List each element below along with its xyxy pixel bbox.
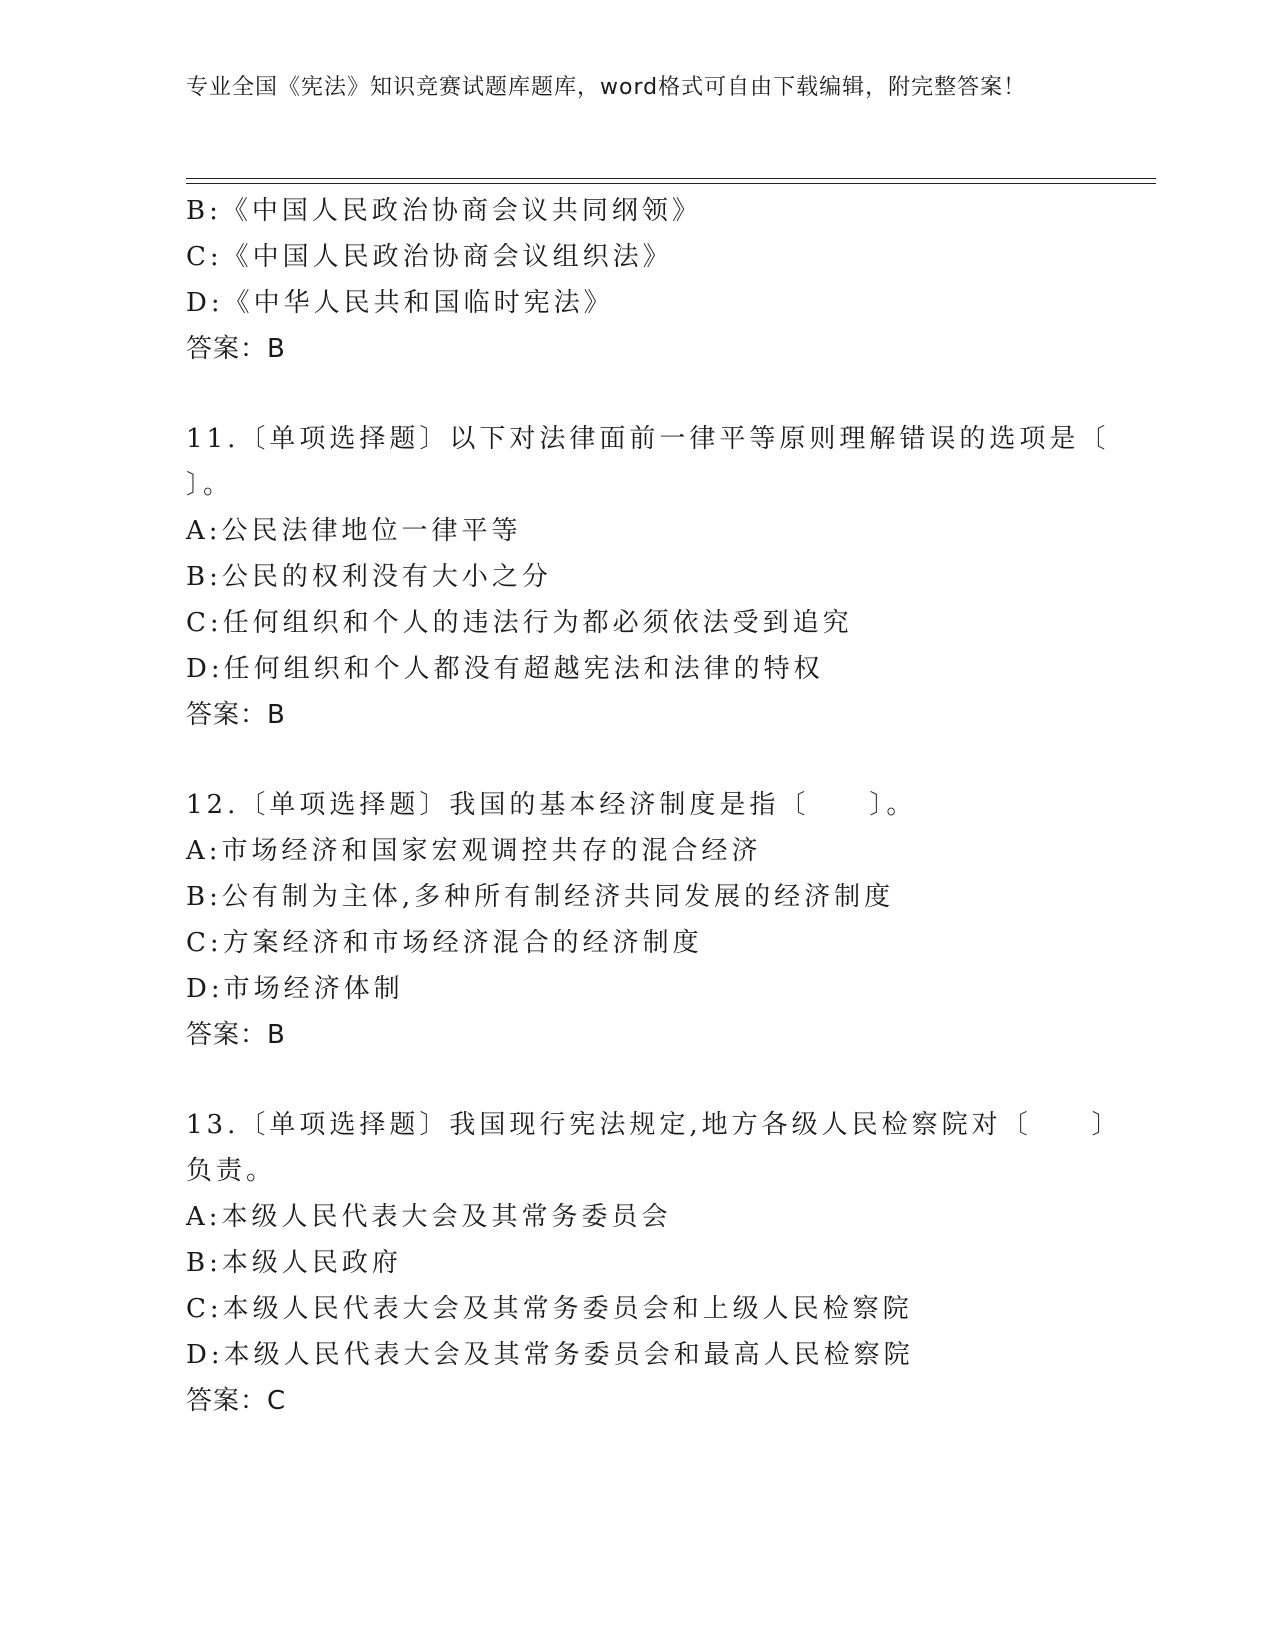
option-d: D:任何组织和个人都没有超越宪法和法律的特权 — [186, 654, 824, 684]
option-c: C:《中国人民政治协商会议组织法》 — [186, 242, 673, 272]
option-d: D:《中华人民共和国临时宪法》 — [186, 288, 614, 318]
option-b: B:公民的权利没有大小之分 — [186, 562, 552, 592]
option-a: A:本级人民代表大会及其常务委员会 — [186, 1202, 672, 1232]
question-11 — [186, 416, 1110, 738]
answer: 答案：C — [186, 1386, 287, 1416]
question-content — [186, 188, 1122, 1424]
question-12 — [186, 782, 1086, 1058]
option-b: B:公有制为主体,多种所有制经济共同发展的经济制度 — [186, 882, 895, 912]
page-header-title: 专业全国《宪法》知识竞赛试题库题库，word格式可自由下载编辑，附完整答案！ — [186, 75, 1027, 100]
question-13 — [186, 1102, 1122, 1424]
question-stem-line2: 〕。 — [186, 470, 234, 500]
question-stem-line1: 13.〔单项选择题〕我国现行宪法规定,地方各级人民检察院对〔 〕 — [186, 1110, 1122, 1140]
question-stem-line2: 负责。 — [186, 1156, 277, 1186]
option-b: B:《中国人民政治协商会议共同纲领》 — [186, 196, 702, 226]
option-d: D:本级人民代表大会及其常务委员会和最高人民检察院 — [186, 1340, 914, 1370]
continued-question — [186, 188, 1086, 372]
answer: 答案：B — [186, 1020, 286, 1050]
answer: 答案：B — [186, 334, 286, 364]
answer: 答案：B — [186, 700, 286, 730]
question-stem-line1: 11.〔单项选择题〕以下对法律面前一律平等原则理解错误的选项是〔 — [186, 424, 1110, 454]
option-c: C:方案经济和市场经济混合的经济制度 — [186, 928, 703, 958]
option-c: C:本级人民代表大会及其常务委员会和上级人民检察院 — [186, 1294, 913, 1324]
option-c: C:任何组织和个人的违法行为都必须依法受到追究 — [186, 608, 853, 638]
spacer — [186, 372, 1086, 416]
header-divider-bottom — [186, 183, 1156, 184]
option-b: B:本级人民政府 — [186, 1248, 402, 1278]
question-stem-line1: 12.〔单项选择题〕我国的基本经济制度是指〔 〕。 — [186, 790, 917, 820]
spacer — [186, 738, 1086, 782]
option-a: A:公民法律地位一律平等 — [186, 516, 522, 546]
option-a: A:市场经济和国家宏观调控共存的混合经济 — [186, 836, 762, 866]
spacer — [186, 1058, 1086, 1102]
option-d: D:市场经济体制 — [186, 974, 404, 1004]
header-divider-top — [186, 178, 1156, 179]
